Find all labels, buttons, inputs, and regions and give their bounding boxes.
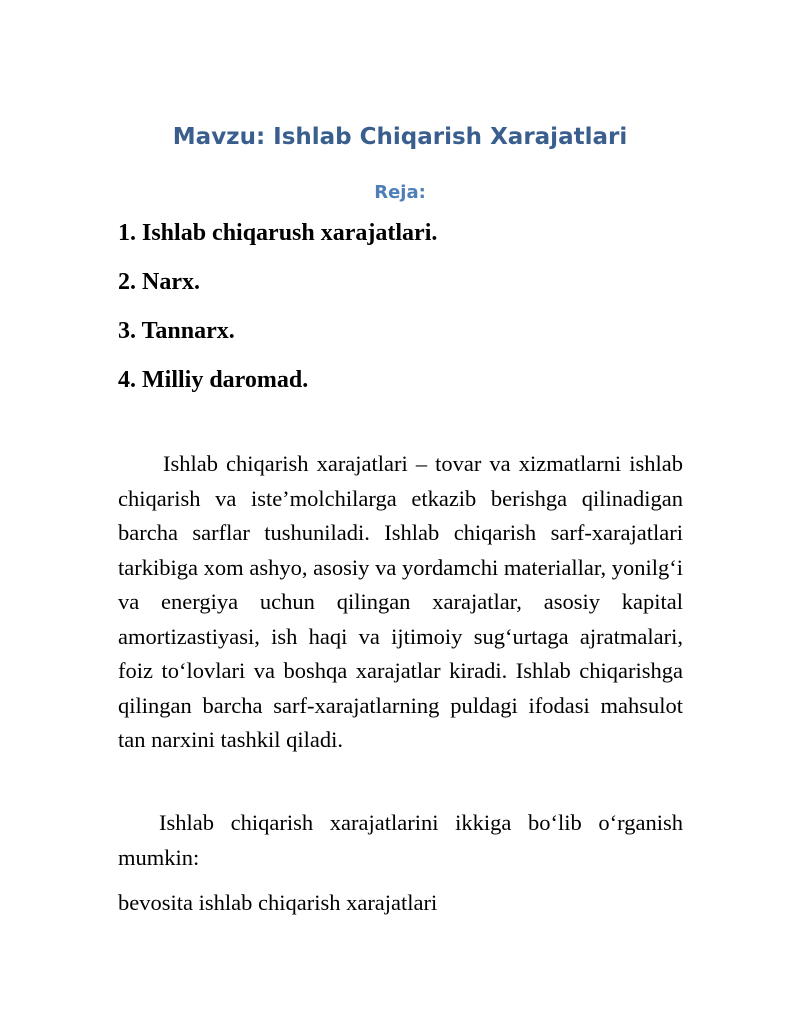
plan-item-3: 3. Tannarx.	[118, 318, 235, 344]
plan-item-1: 1. Ishlab chiqarush xarajatlari.	[118, 220, 438, 246]
document-title: Mavzu: Ishlab Chiqarish Xarajatlari	[172, 124, 628, 150]
paragraph-classification: Ishlab chiqarish xarajatlarini ikkiga bo‘lib o‘rganish mumkin:	[118, 810, 683, 870]
plan-heading: Reja:	[374, 182, 426, 203]
plan-list	[118, 218, 698, 414]
paragraph-direct-costs: bevosita ishlab chiqarish xarajatlari	[118, 890, 438, 915]
plan-item-2: 2. Narx.	[118, 269, 200, 295]
paragraph-definition: Ishlab chiqarish xarajatlari – tovar va xizmatlarni ishlab chiqarish va iste’molchilarga etkazib berishga qilinadigan barcha sarflar tushuniladi. Ishlab chiqarish sarf-xarajatlari tarkibiga xom ashyo, asosiy va yordamchi materiallar, yonilg‘i va energiya uchun qilingan xarajatlar, asosiy kapital amortizastiyasi, ish haqi va ijtimoiy sug‘urtaga ajratmalari, foiz to‘lovlari va boshqa xarajatlar kiradi. Ishlab chiqarishga qilingan barcha sarf-xarajatlarning puldagi ifodasi mahsulot tan narxini tashkil qiladi.	[118, 451, 683, 752]
plan-item-4: 4. Milliy daromad.	[118, 367, 309, 393]
